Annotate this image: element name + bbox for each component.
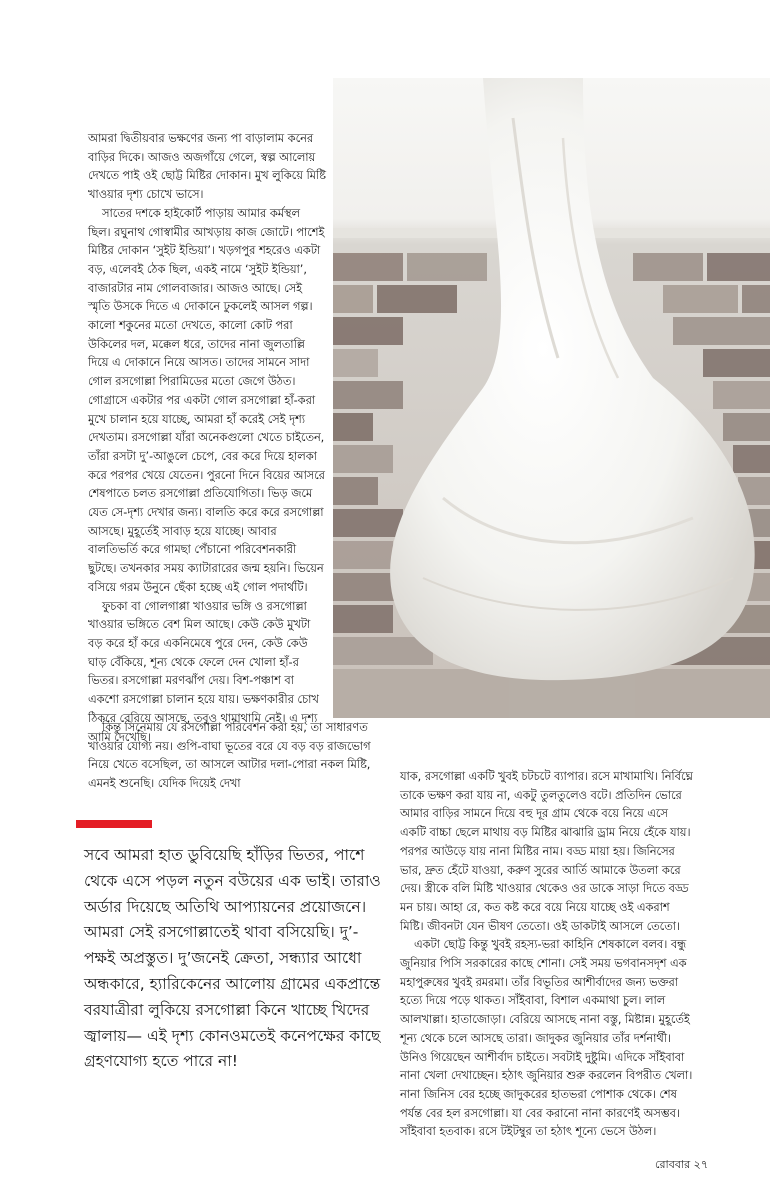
- paragraph: আমরা দ্বিতীয়বার ভক্ষণের জন্য পা বাড়ালাম কনের বাড়ির দিকে। আজও অজগাঁয়ে গেলে, স্বল্প আলোয় দেখতে পাই ওই ছোট্ট মিষ্টির দোকান। মুখ লুকিয়ে মিষ্টি খাওয়ার দৃশ্য চোখে ভাসে।: [88, 132, 326, 202]
- paragraph: কিন্তু সিনেমায় যে রসগোল্লা পরিবেশন করা হয়, তা সাধারণত খাওয়ার যোগ্য নয়। গুপি-বাঘা ভূতের বরে যে বড় বড় রাজভোগ নিয়ে খেতে বসেছিল, তা আসলে আটার দলা-পোরা নকল মিষ্টি, এমনই শুনেছি। যেদিক দিয়েই দেখা: [88, 721, 371, 791]
- hanging-cheese-cloth-photo: [333, 78, 770, 718]
- page-folio: রোববার ২৭: [655, 1158, 708, 1171]
- paragraph: একটা ছোট্ট কিন্তু খুবই রহস্য-ভরা কাহিনি শেষকালে বলব। বন্ধু জুনিয়ার পিসি সরকারের কাছে শোনা। সেই সময় ভগবানসদৃশ এক মহাপুরুষের খুবই রমরমা। তাঁর বিভূতির আশীর্বাদের জন্য ভক্তরা হত্যে দিয়ে পড়ে থাকত। সাঁইবাবা, বিশাল একমাথা চুল। লাল আলখাল্লা। হাতাজোড়া। বেরিয়ে আসছে নানা বস্তু, মিষ্টান্ন। মুহূর্তেই শূন্য থেকে চলে আসছে তারা। জাদুকর জুনিয়ার তাঁর দর্শনার্থী। উনিও গিয়েছেন আশীর্বাদ চাইতে। সবটাই দুষ্টুমি। এদিকে সাঁইবাবা নানা খেলা দেখাচ্ছেন। হঠাৎ জুনিয়ার শুরু করলেন বিপরীত খেলা। নানা জিনিস বের হচ্ছে জাদুকরের হাতভরা পোশাক থেকে। শেষ পর্যন্ত বের হল রসগোল্লা। যা বের করানো নানা কারণেই অসম্ভব। সাঁইবাবা হতবাক। রসে টইটম্বুর তা হঠাৎ শূন্যে ভেসে উঠল।: [400, 938, 693, 1139]
- left-column-text: [88, 130, 326, 747]
- paragraph: সাতের দশকে হাইকোর্ট পাড়ায় আমার কর্মস্থল ছিল। রঘুনাথ গোস্বামীর আখড়ায় কাজ জোটে। পাশেই মিষ্টির দোকান ‘সুইট ইন্ডিয়া’। খড়গপুর শহরেও একটা বড়, এলেবই ঠেক ছিল, একই নামে ‘সুইট ইন্ডিয়া’, বাজারটার নাম গোলবাজার। আজও আছে। সেই স্মৃতি উসকে দিতে এ দোকানে ঢুকলেই আসল গল্প। কালো শকুনের মতো দেখতে, কালো কোট পরা উকিলের দল, মক্কেল ধরে, তাদের নানা জুলতাল্লি দিয়ে এ দোকানে নিয়ে আসত। তাদের সামনে সাদা গোল রসগোল্লা পিরামিডের মতো জেগে উঠত। গোগ্রাসে একটার পর একটা গোল রসগোল্লা হাঁ-করা মুখে চালান হয়ে যাচ্ছে, আমরা হাঁ করেই সেই দৃশ্য দেখতাম। রসগোল্লা যাঁরা অনেকগুলো খেতে চাইতেন, তাঁরা রসটা দু’-আঙুলে চেপে, বের করে দিয়ে হালকা করে পরপর খেয়ে যেতেন। পুরনো দিনে বিয়ের আসরে শেষপাতে চলত রসগোল্লা প্রতিযোগিতা। ভিড় জমে যেত সে-দৃশ্য দেখার জন্য। বালতি করে করে রসগোল্লা আসছে। মুহূর্তেই সাবাড় হয়ে যাচ্ছে। আবার বালতিভর্তি করে গামছা পেঁচানো পরিবেশনকারী ছুটছে। তখনকার সময় ক্যাটারারের জন্ম হয়নি। ভিয়েন বসিয়ে গরম উনুনে ছেঁকা হচ্ছে এই গোল পদার্থটি।: [88, 206, 325, 594]
- right-column-text: [400, 768, 696, 1142]
- paragraph: ফুচকা বা গোলগাপ্পা খাওয়ার ভঙ্গি ও রসগোল্লা খাওয়ার ভঙ্গিতে বেশ মিল আছে। কেউ কেউ মুখটা বড় করে হাঁ করে একনিমেষে পুরে দেন, কেউ কেউ ঘাড় বেঁকিয়ে, শূন্য থেকে ফেলে দেন খোলা হাঁ-র ভিতর। রসগোল্লা মরণঝাঁপ দেয়। বিশ-পঞ্চাশ বা একশো রসগোল্লা চালান হয়ে যায়। ভক্ষণকারীর চোখ ঠিকরে বেরিয়ে আসছে, তবুও থামাথামি নেই। এ দৃশ্য আমি দেখেছি।: [88, 599, 319, 744]
- photo-illustration: [333, 78, 770, 718]
- pull-quote: সবে আমরা হাত ডুবিয়েছি হাঁড়ির ভিতর, পাশে থেকে এসে পড়ল নতুন বউয়ের এক ভাই। তারাও অর্ডার দিয়েছে অতিথি আপ্যায়নের প্রয়োজনে। আমরা সেই রসগোল্লাতেই থাবা বসিয়েছি। দু’-পক্ষই অপ্রস্তুত। দু’জনেই ক্রেতা, সন্ধ্যার আধো অন্ধকারে, হ্যারিকেনের আলোয় গ্রামের একপ্রান্তে বরযাত্রীরা লুকিয়ে রসগোল্লা কিনে খাচ্ছে খিদের জ্বালায়— এই দৃশ্য কোনওমতেই কনেপক্ষের কাছে গ্রহণযোগ্য হতে পারে না!: [84, 846, 381, 1071]
- left-column-continuation: [88, 719, 388, 794]
- paragraph: যাক, রসগোল্লা একটি খুবই চটচটে ব্যাপার। রসে মাখামাখি। নির্বিঘ্নে তাকে ভক্ষণ করা যায় না, একটু তুলতুলেও বটে। প্রতিদিন ভোরে আমার বাড়ির সামনে দিয়ে বহু দূর গ্রাম থেকে বয়ে নিয়ে এসে একটি বাচ্চা ছেলে মাথায় বড় মিষ্টির ঝাঝারি ড্রাম নিয়ে হেঁকে যায়। পরপর আউড়ে যায় নানা মিষ্টির নাম। বড্ড মায়া হয়। জিনিসের ভার, দ্রুত হেঁটে যাওয়া, করুণ সুরের আর্তি আমাকে উতলা করে দেয়। স্ত্রীকে বলি মিষ্টি খাওয়ার থেকেও ওর ডাকে সাড়া দিতে বড্ড মন চায়। আহা রে, কত কষ্ট করে বয়ে নিয়ে যাচ্ছে ওই একরাশ মিষ্টি। জীবনটা যেন ভীষণ তেতো। ওই ডাকটাই আসলে তেতো।: [400, 770, 693, 933]
- pull-quote-accent-bar: [76, 820, 152, 828]
